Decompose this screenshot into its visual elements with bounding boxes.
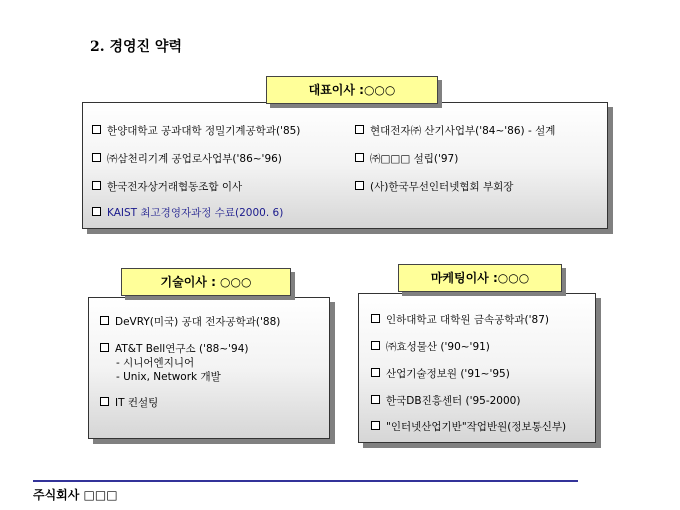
cto-sub-item: - 시니어엔지니어 bbox=[116, 357, 195, 369]
ceo-left-item: 한양대학교 공과대학 정밀기계공학과('85) bbox=[92, 124, 300, 138]
ceo-right-item: (사)한국무선인터넷협회 부회장 bbox=[355, 180, 513, 194]
cto-item: IT 컨설팅 bbox=[100, 396, 158, 410]
checkbox-icon bbox=[371, 314, 380, 323]
cmo-item: 인하대학교 대학원 금속공학과('87) bbox=[371, 313, 549, 327]
cmo-item: "인터넷산업기반"작업반원(정보통신부) bbox=[371, 420, 566, 434]
ceo-left-item: KAIST 최고경영자과정 수료(2000. 6) bbox=[92, 206, 283, 220]
ceo-left-item: ㈜삼천리기계 공업로사업부('86~'96) bbox=[92, 152, 282, 166]
checkbox-icon bbox=[100, 343, 109, 352]
checkbox-icon bbox=[355, 153, 364, 162]
checkbox-icon bbox=[92, 181, 101, 190]
ceo-left-item: 한국전자상거래협동조합 이사 bbox=[92, 180, 242, 194]
checkbox-icon bbox=[92, 207, 101, 216]
checkbox-icon bbox=[371, 395, 380, 404]
cto-sub-item: - Unix, Network 개발 bbox=[116, 371, 221, 383]
cmo-item: ㈜효성물산 ('90~'91) bbox=[371, 340, 490, 354]
checkbox-icon bbox=[100, 316, 109, 325]
ceo-header: 대표이사 :○○○ bbox=[266, 76, 438, 104]
checkbox-icon bbox=[100, 397, 109, 406]
checkbox-icon bbox=[92, 125, 101, 134]
footer-company: 주식회사 □□□ bbox=[33, 488, 118, 502]
checkbox-icon bbox=[371, 368, 380, 377]
checkbox-icon bbox=[371, 341, 380, 350]
cto-item: AT&T Bell연구소 ('88~'94) - 시니어엔지니어 - Unix, Network 개발 bbox=[100, 342, 248, 384]
ceo-right-item: 현대전자㈜ 산기사업부('84~'86) - 설계 bbox=[355, 124, 555, 138]
checkbox-icon bbox=[355, 181, 364, 190]
cmo-item: 한국DB진흥센터 ('95-2000) bbox=[371, 394, 520, 408]
ceo-right-item: ㈜□□□ 설립('97) bbox=[355, 152, 458, 166]
checkbox-icon bbox=[92, 153, 101, 162]
page-title: 2. 경영진 약력 bbox=[90, 39, 182, 55]
checkbox-icon bbox=[371, 421, 380, 430]
footer-divider bbox=[33, 480, 578, 482]
cmo-header: 마케팅이사 :○○○ bbox=[398, 264, 562, 292]
cmo-item: 산업기술정보원 ('91~'95) bbox=[371, 367, 510, 381]
cto-item: DeVRY(미국) 공대 전자공학과('88) bbox=[100, 315, 280, 329]
checkbox-icon bbox=[355, 125, 364, 134]
cto-header: 기술이사 : ○○○ bbox=[121, 268, 291, 296]
